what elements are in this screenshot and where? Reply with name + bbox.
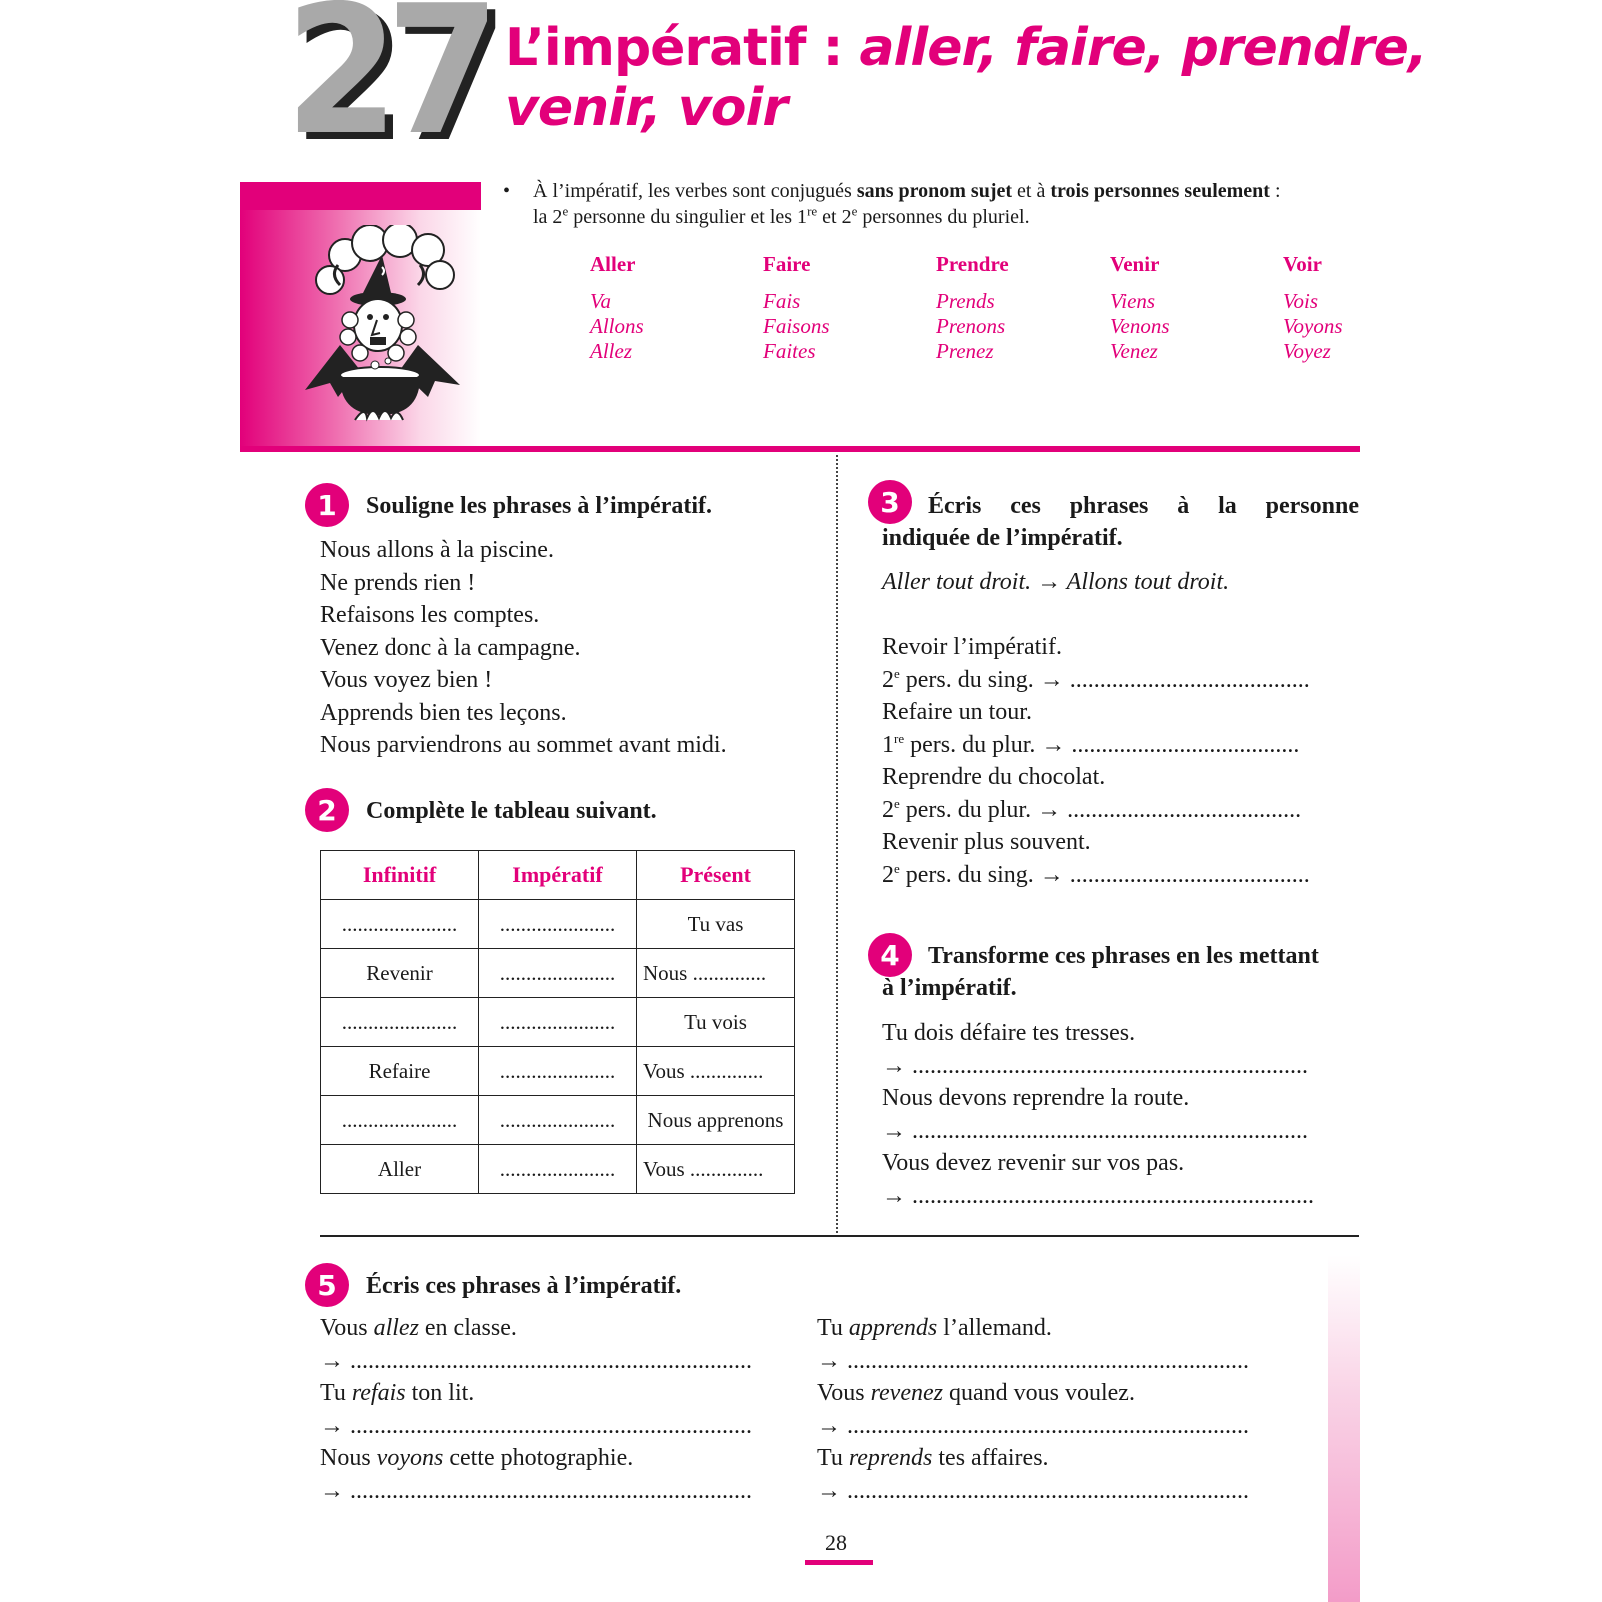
verb-italic: apprends [848,1315,938,1341]
exercise-4-title-line2: à l’impératif. [882,975,1017,1001]
intro-rule-text [503,178,1353,230]
table-cell[interactable]: Nous .............. [637,949,795,998]
page-number-underline [805,1560,873,1565]
page-title [505,18,1427,138]
ex3-sentence: Revenir plus souvent. [882,829,1091,855]
ex3-answer-line[interactable] [882,794,1310,827]
person-sup: e [894,665,900,681]
column-divider [836,455,838,1237]
verb-form: Venez [1110,339,1158,363]
intro-rule [240,446,1360,452]
verb-form: Prenez [936,339,994,363]
exercise-3-title-line2: indiquée de l’impératif. [882,525,1123,551]
table-row [321,1096,795,1145]
verb-name: Prendre [936,252,1009,276]
sentence-line[interactable]: Apprends bien tes leçons. [320,699,567,726]
verb-column-faire [763,252,830,364]
column-header-infinitif: Infinitif [321,851,479,900]
text: Nous [320,1445,377,1471]
intro-text-5: personne du singulier et les 1 [568,206,808,228]
column-header-imperatif: Impératif [479,851,637,900]
verb-form: Va [590,289,611,313]
table-cell[interactable]: ...................... [479,900,637,949]
ex5-sentence [320,1442,752,1475]
ex3-answer-line[interactable] [882,664,1310,697]
intro-bold-1: sans pronom sujet [856,180,1013,202]
sup-e: e [562,203,569,219]
intro-text-3: : [1269,180,1281,202]
intro-text-2: et à [1012,180,1051,202]
text: Tu [817,1445,849,1471]
title-italic: aller, faire, prendre, [859,18,1427,78]
exercise-3-badge: 3 [868,480,912,524]
title-line2: venir, voir [505,78,787,138]
table-cell[interactable]: ...................... [479,1096,637,1145]
text: Tu [320,1380,352,1406]
answer-blank[interactable]: pers. du sing. → ........................................ [899,861,1310,888]
ex5-answer-line[interactable]: → ................................................................... [817,1347,1249,1374]
verb-form: Allez [590,339,632,363]
ex5-sentence [817,1377,1249,1410]
table-row [321,1145,795,1194]
decorative-side-strip [1328,1255,1360,1602]
text: l’allemand. [937,1315,1052,1341]
ex5-answer-line[interactable]: → ................................................................... [320,1347,752,1374]
table-cell[interactable]: ...................... [479,1145,637,1194]
ex5-sentence [320,1377,752,1410]
verb-italic: reprends [848,1445,933,1471]
ex4-sentence: Nous devons reprendre la route. [882,1085,1190,1111]
table-cell[interactable]: ...................... [479,1047,637,1096]
person-sup: re [894,730,905,746]
exercise-3-title-a [928,490,1359,522]
verb-italic: allez [373,1315,419,1341]
person-sup: e [894,860,900,876]
table-row [321,900,795,949]
ex4-answer-line[interactable]: → .................................................................. [882,1117,1308,1144]
ex3-answer-line[interactable] [882,859,1310,892]
verb-name: Venir [1110,252,1160,276]
person-num: 1 [882,731,894,758]
verb-form: Vois [1283,289,1319,313]
exercise-4-badge: 4 [868,933,912,977]
exercise-5-left-column [320,1312,752,1507]
verb-form: Voyons [1283,314,1343,338]
answer-blank[interactable]: pers. du sing. → ........................................ [899,666,1310,693]
verb-name: Voir [1283,252,1322,276]
sentence-line[interactable]: Ne prends rien ! [320,569,476,596]
person-num: 2 [882,666,894,693]
conjugation-table [320,850,795,1194]
text: quand vous voulez. [942,1380,1135,1406]
exercise-4-items [882,1017,1314,1212]
person-num: 2 [882,861,894,888]
table-cell: Nous apprenons [637,1096,795,1145]
exercise-3-items [882,631,1310,891]
table-cell[interactable]: ...................... [321,1096,479,1145]
table-cell: Tu vois [637,998,795,1047]
verb-form: Fais [763,289,801,313]
sentence-line[interactable]: Vous voyez bien ! [320,667,493,693]
intro-text-4: la 2 [533,206,563,228]
verb-italic: revenez [870,1380,943,1406]
verb-italic: refais [351,1380,406,1406]
verb-form: Faisons [763,314,830,338]
verb-column-aller [590,252,644,364]
ex5-answer-line[interactable]: → ................................................................... [320,1412,752,1439]
ex3-sentence: Revoir l’impératif. [882,634,1062,660]
table-cell[interactable]: ...................... [479,998,637,1047]
table-cell: Revenir [321,949,479,998]
sentence-line[interactable]: Venez donc à la campagne. [320,634,581,661]
table-cell[interactable]: ...................... [321,900,479,949]
sup-re: re [807,203,818,219]
exercise-1-title: Souligne les phrases à l’impératif. [366,493,712,519]
verb-form: Viens [1110,289,1156,313]
intro-text-1: À l’impératif, les verbes sont conjugués [533,180,857,202]
ex5-answer-line[interactable]: → ................................................................... [817,1477,1249,1504]
ex5-sentence [320,1312,752,1345]
ex5-answer-line[interactable]: → ................................................................... [817,1412,1249,1439]
bullet: • [503,180,511,202]
verb-name: Faire [763,252,811,276]
ex4-answer-line[interactable]: → .................................................................. [882,1052,1308,1079]
exercise-3-title-line1 [928,490,1359,522]
ex3-answer-line[interactable] [882,729,1310,762]
table-cell[interactable]: ...................... [479,949,637,998]
exercise-4-title-line1: Transforme ces phrases en les mettant [928,943,1319,969]
intro-text-6: et 2 [817,206,852,228]
chapter-number: 27 [285,0,488,174]
exercise-1-sentences [320,534,727,762]
ex5-sentence [817,1312,1249,1345]
answer-blank[interactable]: pers. du plur. → ....................................... [899,796,1302,823]
column-header-present: Présent [637,851,795,900]
section-divider [320,1235,1359,1237]
sup-e: e [851,203,858,219]
intro-bold-2: trois personnes seulement [1050,180,1270,202]
table-cell: Tu vas [637,900,795,949]
text: Tu [817,1315,849,1341]
verb-column-venir [1110,252,1170,364]
verb-form: Prends [936,289,995,313]
table-cell[interactable]: Vous .............. [637,1047,795,1096]
title-plain: L’impératif : [505,18,860,78]
exercise-1-badge: 1 [305,483,349,527]
text: cette photographie. [443,1445,634,1471]
exercise-5-title: Écris ces phrases à l’impératif. [366,1273,682,1299]
sentence-line[interactable]: Nous allons à la piscine. [320,537,554,563]
verb-form: Faites [763,339,816,363]
verb-form: Venons [1110,314,1170,338]
sentence-line[interactable]: Nous parviendrons au sommet avant midi. [320,732,727,758]
exercise-5-right-column [817,1312,1249,1507]
text: Vous [320,1315,374,1341]
text: tes affaires. [932,1445,1049,1471]
table-header-row [321,851,795,900]
verb-form: Allons [590,314,644,338]
exercise-2-badge: 2 [305,788,349,832]
exercise-5-badge: 5 [305,1263,349,1307]
verb-form: Voyez [1283,339,1331,363]
title-text: Écris ces phrases à la personne [928,493,1359,519]
table-cell: Aller [321,1145,479,1194]
ex5-sentence [817,1442,1249,1475]
sentence-line[interactable]: Refaisons les comptes. [320,602,540,628]
verb-italic: voyons [376,1445,444,1471]
ex4-answer-line[interactable]: → ................................................................... [882,1182,1314,1209]
ex3-sentence: Refaire un tour. [882,699,1032,725]
table-cell: Refaire [321,1047,479,1096]
verb-form: Prenons [936,314,1006,338]
ex4-sentence: Vous devez revenir sur vos pas. [882,1150,1185,1176]
text: en classe. [418,1315,517,1341]
table-cell[interactable]: Vous .............. [637,1145,795,1194]
table-cell[interactable]: ...................... [321,998,479,1047]
person-num: 2 [882,796,894,823]
table-row [321,949,795,998]
ex3-sentence: Reprendre du chocolat. [882,764,1106,790]
exercise-2-title: Complète le tableau suivant. [366,798,657,824]
intro-text-7: personnes du pluriel. [857,206,1030,228]
verb-column-prendre [936,252,1009,364]
table-row [321,998,795,1047]
page-number: 28 [825,1530,847,1555]
table-row [321,1047,795,1096]
ex4-sentence: Tu dois défaire tes tresses. [882,1020,1136,1046]
text: Vous [817,1380,871,1406]
person-sup: e [894,795,900,811]
answer-blank[interactable]: pers. du plur. → ...................................... [904,731,1300,758]
verb-column-voir [1283,252,1343,364]
text: ton lit. [405,1380,475,1406]
ex5-answer-line[interactable]: → ................................................................... [320,1477,752,1504]
exercise-3-example: Aller tout droit. → Allons tout droit. [882,569,1230,595]
intro-cap-bar [240,182,481,210]
witch-cauldron-illustration [300,225,470,430]
verb-name: Aller [590,252,636,276]
